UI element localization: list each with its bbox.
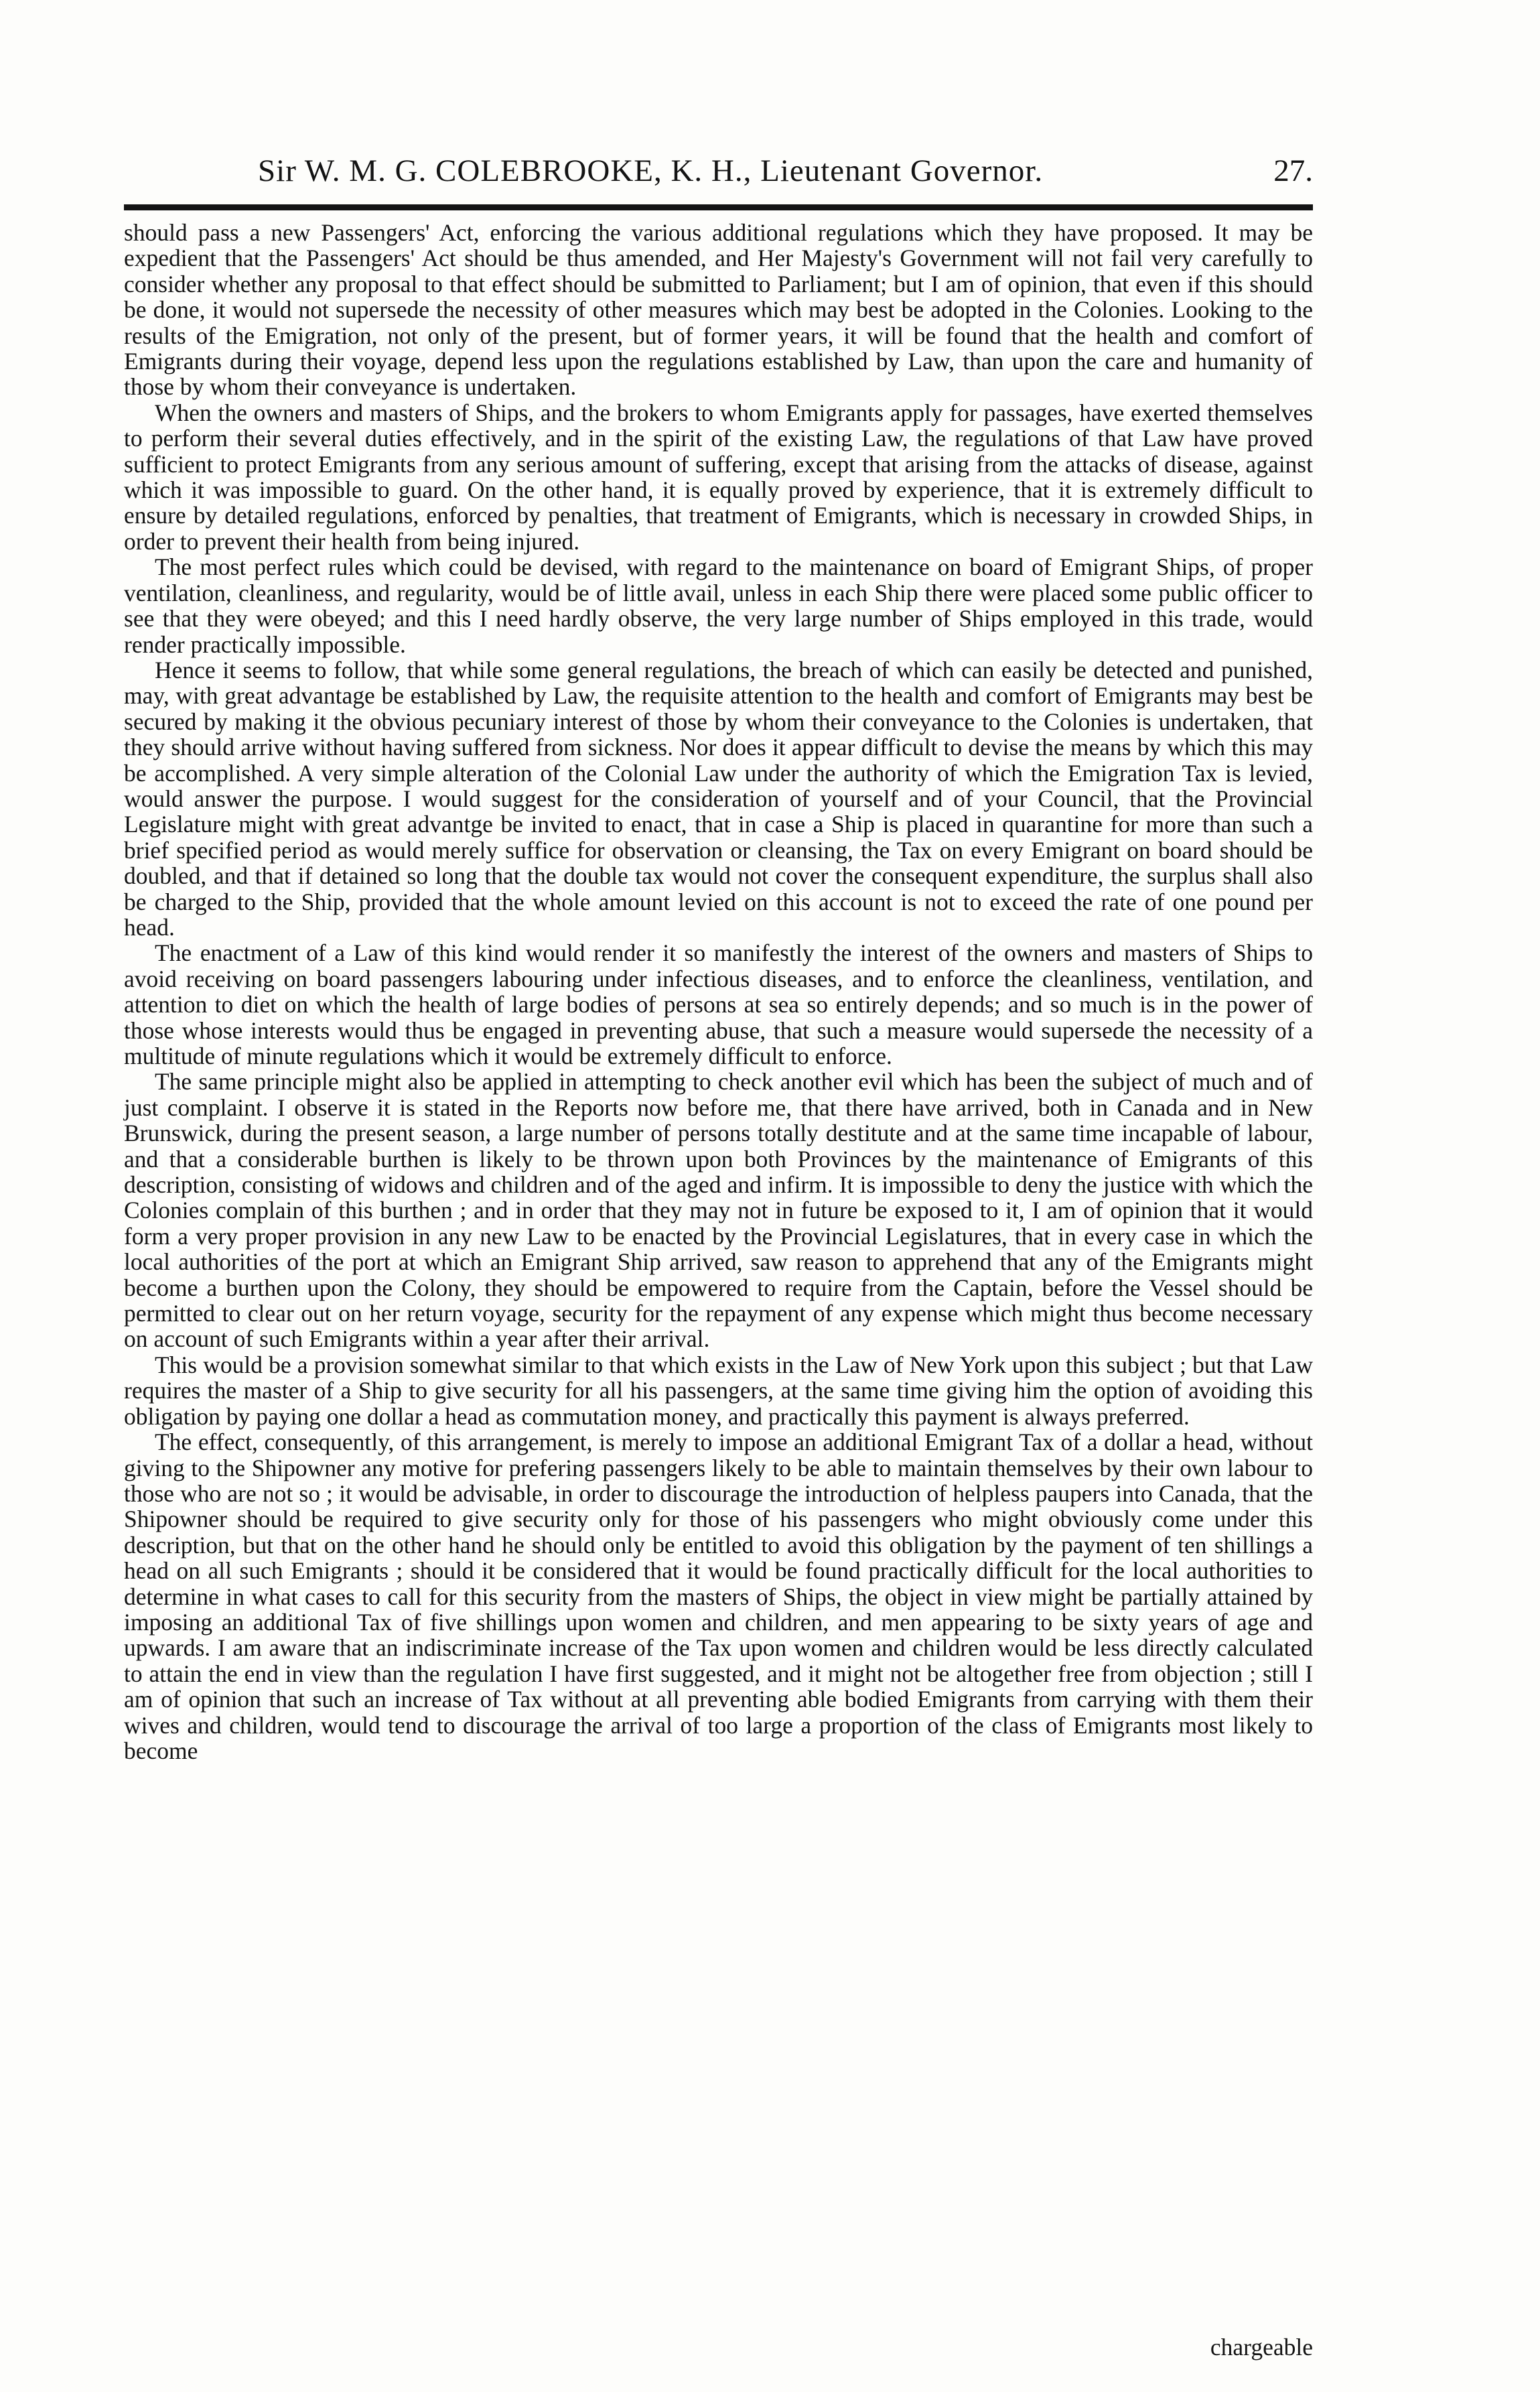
paragraph-1: should pass a new Passengers' Act, enforcing the various additional regulations which they have proposed. It may be expedient that the Passengers' Act should be thus amended, and Her Majesty's Government will not fail very carefully to consider whether any proposal to that effect should be submitted to Parliament; but I am of opinion, that even if this should be done, it would not supersede the necessity of other measures which may best be adopted in the Colonies. Looking to the results of the Emigration, not only of the present, but of former years, it will be found that the health and comfort of Emigrants during their voyage, depend less upon the regulations established by Law, than upon the care and humanity of those by whom their conveyance is undertaken. <box>124 219 1313 401</box>
paragraph-8: The effect, consequently, of this arrangement, is merely to impose an additional Emigrant Tax of a dollar a head, without giving to the Shipowner any motive for prefering passengers likely to be able to maintain themselves by their own labour to those who are not so ; it would be advisable, in order to discourage the introduction of helpless paupers into Canada, that the Shipowner should be required to give security only for those of his passengers who might obviously come under this description, but that on the other hand he should only be entitled to avoid this obligation by the payment of ten shillings a head on all such Emigrants ; should it be considered that it would be found practically difficult for the local authorities to determine in what cases to call for this security from the masters of Ships, the object in view might be partially attained by imposing an additional Tax of five shillings upon women and children, and men appearing to be sixty years of age and upwards. I am aware that an indiscriminate increase of the Tax upon women and children would be less directly calculated to attain the end in view than the regulation I have first suggested, and it might not be altogether free from objection ; still I am of opinion that such an increase of Tax without at all preventing able bodied Emigrants from carrying with them their wives and children, would tend to discourage the arrival of too large a proportion of the class of Emigrants most likely to become <box>124 1428 1313 1764</box>
body-text <box>124 220 1313 1764</box>
header-rule <box>124 204 1313 210</box>
paragraph-3: The most perfect rules which could be devised, with regard to the maintenance on board of Emigrant Ships, of proper ventilation, cleanliness, and regularity, would be of little avail, unless in each Ship there were placed some public officer to see that they were obeyed; and this I need hardly observe, the very large number of Ships employed in this trade, would render practically impossible. <box>124 553 1313 658</box>
paragraph-6: The same principle might also be applied in attempting to check another evil which has been the subject of much and of just complaint. I observe it is stated in the Reports now before me, that there have arrived, both in Canada and in New Brunswick, during the present season, a large number of persons totally destitute and at the same time incapable of labour, and that a considerable burthen is likely to be thrown upon both Provinces by the maintenance of Emigrants of this description, consisting of widows and children and of the aged and infirm. It is impossible to deny the justice with which the Colonies complain of this burthen ; and in order that they may not in future be exposed to it, I am of opinion that it would form a very proper provision in any new Law to be enacted by the Provincial Legislatures, that in every case in which the local authorities of the port at which an Emigrant Ship arrived, saw reason to apprehend that any of the Emigrants might become a burthen upon the Colony, they should be empowered to require from the Captain, before the Vessel should be permitted to clear out on her return voyage, security for the repayment of any expense which might thus become necessary on account of such Emigrants within a year after their arrival. <box>124 1068 1313 1353</box>
page-number: 27. <box>1273 153 1313 188</box>
catchword: chargeable <box>1210 2334 1313 2361</box>
running-head <box>124 153 1313 193</box>
paragraph-4: Hence it seems to follow, that while some general regulations, the breach of which can easily be detected and punished, may, with great advantage be established by Law, the requisite attention to the health and comfort of Emigrants may best be secured by making it the obvious pecuniary interest of those by whom their conveyance to the Colonies is undertaken, that they should arrive without having suffered from sickness. Nor does it appear difficult to devise the means by which this may be accomplished. A very simple alteration of the Colonial Law under the authority of which the Emigration Tax is levied, would answer the purpose. I would suggest for the consideration of yourself and of your Council, that the Provincial Legislature might with great advantge be invited to enact, that in case a Ship is placed in quarantine for more than such a brief specified period as would merely suffice for observation or cleansing, the Tax on every Emigrant on board should be doubled, and that if detained so long that the double tax would not cover the consequent expenditure, the surplus shall also be charged to the Ship, provided that the whole amount levied on this account is not to exceed the rate of one pound per head. <box>124 656 1313 941</box>
paragraph-5: The enactment of a Law of this kind would render it so manifestly the interest of the owners and masters of Ships to avoid receiving on board passengers labouring under infectious diseases, and to enforce the cleanliness, ventilation, and attention to diet on which the health of large bodies of persons at sea so entirely depends; and so much is in the power of those whose interests would thus be engaged in preventing abuse, that such a measure would supersede the necessity of a multitude of minute regulations which it would be extremely difficult to enforce. <box>124 939 1313 1069</box>
paragraph-7: This would be a provision somewhat similar to that which exists in the Law of New York upon this subject ; but that Law requires the master of a Ship to give security for all his passengers, at the same time giving him the option of avoiding this obligation by paying one dollar a head as commutation money, and practically this payment is always preferred. <box>124 1351 1313 1430</box>
paragraph-2: When the owners and masters of Ships, and the brokers to whom Emigrants apply for passages, have exerted themselves to perform their several duties effectively, and in the spirit of the existing Law, the regulations of that Law have proved sufficient to protect Emigrants from any serious amount of suffering, except that arising from the attacks of disease, against which it was impossible to guard. On the other hand, it is equally proved by experience, that it is extremely difficult to ensure by detailed regulations, enforced by penalties, that treatment of Emigrants, which is necessary in crowded Ships, in order to prevent their health from being injured. <box>124 399 1313 555</box>
running-title: Sir W. M. G. COLEBROOKE, K. H., Lieutenant Governor. <box>258 153 1044 188</box>
